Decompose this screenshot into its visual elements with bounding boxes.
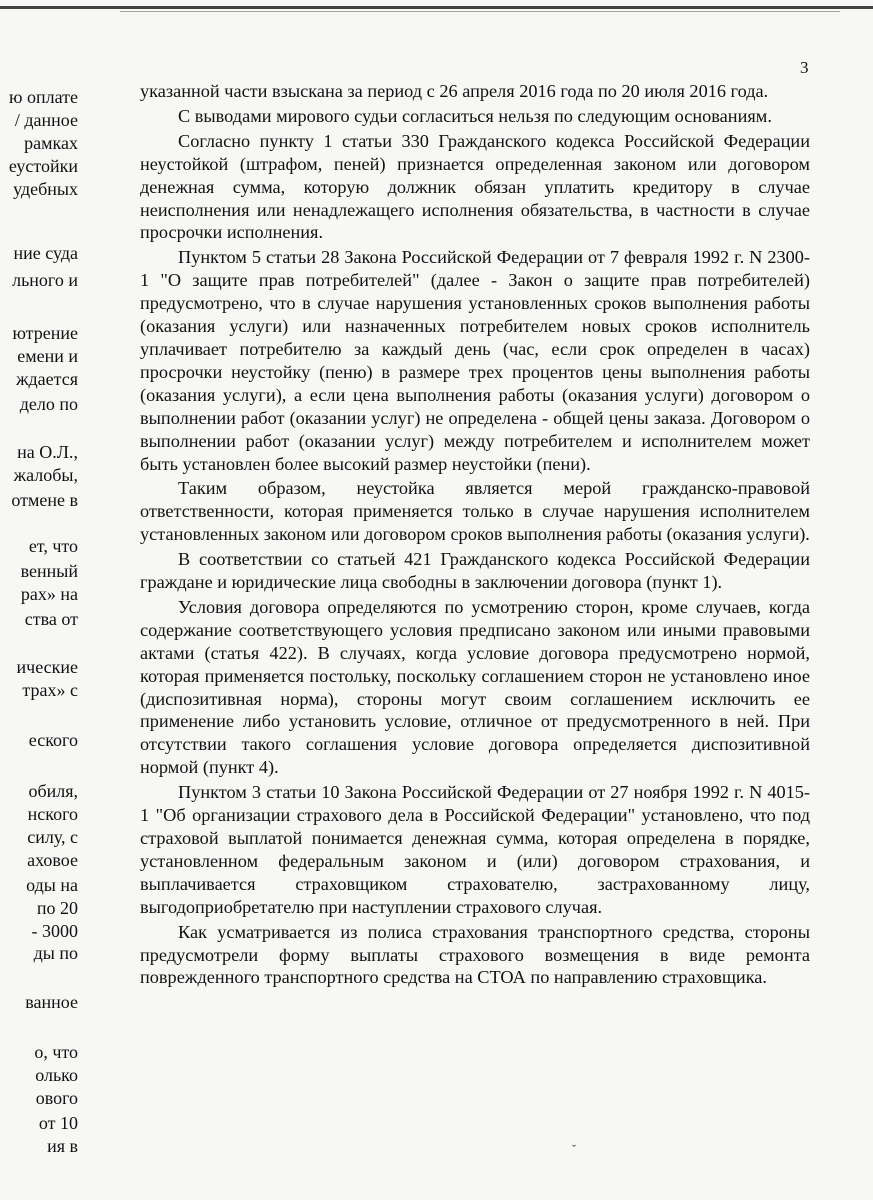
- margin-fragment: по 20: [36, 897, 78, 918]
- margin-fragment: олько: [35, 1064, 78, 1085]
- margin-fragment: ю оплате: [9, 87, 78, 107]
- margin-fragment: ические: [16, 657, 78, 678]
- previous-page-margin: [0, 86, 80, 1166]
- margin-fragment: ние суда: [13, 242, 78, 263]
- margin-fragment: ет, что: [28, 535, 78, 556]
- margin-fragment: от 10: [38, 1112, 78, 1133]
- margin-fragment: рах» на: [20, 583, 78, 604]
- margin-fragment: еского: [28, 730, 78, 751]
- margin-fragment: ового: [35, 1087, 78, 1108]
- document-body: [140, 80, 810, 989]
- margin-fragment: ждается: [16, 368, 78, 389]
- paragraph: Как усматривается из полиса страхования транспортного средства, стороны предусмотрели форму выплаты страхового возмещения в виде ремонта поврежденного транспортного средства на СТОА по направлению страховщика.: [140, 921, 810, 988]
- margin-fragment: / данное: [14, 109, 78, 130]
- paragraph: Пунктом 3 статьи 10 Закона Российской Федерации от 27 ноября 1992 г. N 4015-1 "Об организации страхового дела в Российской Федерации" установлено, что под страховой выплатой понимается денежная сумма, которая определена в порядке, установленном федеральным законом и (или) договором страхования, и выплачивается страховщиком страхователю, застрахованному лицу, выгодоприобретателю при наступлении страхового случая.: [140, 782, 810, 917]
- paragraph: Пунктом 5 статьи 28 Закона Российской Федерации от 7 февраля 1992 г. N 2300-1 "О защите прав потребителей" (далее - Закон о защите прав потребителей) предусмотрено, что в случае нарушения установленных сроков выполнения работы (оказания услуги) или назначенных потребителем новых сроков исполнитель уплачивает потребителю за каждый день (час, если срок определен в часах) просрочки неустойку (пеню) в размере трех процентов цены выполнения работы (оказания услуги), а если цена выполнения работы (оказания услуги) договором о выполнении работ (оказании услуг) не определена - общей цены заказа. Договором о выполнении работ (оказании услуг) между потребителем и исполнителем может быть установлен более высокий размер неустойки (пени).: [140, 247, 810, 474]
- margin-fragment: льного и: [12, 270, 78, 291]
- margin-fragment: дело по: [19, 393, 78, 414]
- margin-fragment: нского: [27, 803, 78, 824]
- margin-fragment: трах» с: [22, 680, 78, 701]
- paragraph: указанной части взыскана за период с 26 апреля 2016 года по 20 июля 2016 года.: [140, 81, 769, 101]
- margin-fragment: аховое: [27, 849, 78, 870]
- paragraph: В соответствии со статьей 421 Гражданского кодекса Российской Федерации граждане и юридические лица свободны в заключении договора (пункт 1).: [140, 549, 810, 593]
- margin-fragment: ды по: [33, 943, 78, 964]
- margin-fragment: ства от: [24, 609, 78, 630]
- paragraph: Таким образом, неустойка является мерой гражданско-правовой ответственности, которая применяется только в случае нарушения исполнителем установленных законом или договором сроков выполнения работы (оказания услуги).: [140, 478, 810, 545]
- margin-fragment: рамках: [24, 132, 78, 153]
- margin-fragment: ютрение: [12, 322, 78, 343]
- page-number: 3: [800, 58, 809, 77]
- margin-fragment: емени и: [17, 345, 78, 366]
- margin-fragment: еустойки: [8, 155, 78, 176]
- scan-border-line-faint: [120, 11, 840, 12]
- paragraph: Условия договора определяются по усмотрению сторон, кроме случаев, когда содержание соответствующего условия предписано законом или иными правовыми актами (статья 422). В случаях, когда условие договора предусмотрено нормой, которая применяется постольку, поскольку соглашением сторон не установлено иное (диспозитивная норма), стороны могут своим соглашением исключить ее применение либо установить условие, отличное от предусмотренного в ней. При отсутствии такого соглашения условие договора определяется диспозитивной нормой (пункт 4).: [140, 596, 810, 778]
- margin-fragment: жалобы,: [13, 464, 78, 485]
- paragraph: Согласно пункту 1 статьи 330 Гражданского кодекса Российской Федерации неустойкой (штрафом, пеней) признается определенная законом или договором денежная сумма, которую должник обязан уплатить кредитору в случае неисполнения или ненадлежащего исполнения обязательства, в частности в случае просрочки исполнения.: [140, 130, 810, 243]
- margin-fragment: ванное: [25, 991, 78, 1012]
- margin-fragment: отмене в: [11, 490, 78, 511]
- margin-fragment: о, что: [34, 1041, 78, 1062]
- paragraph: С выводами мирового судьи согласиться нельзя по следующим основаниям.: [178, 105, 772, 126]
- scan-speck: ˇ: [572, 1142, 576, 1156]
- margin-fragment: оды на: [26, 874, 78, 895]
- margin-fragment: обиля,: [28, 780, 78, 801]
- margin-fragment: - 3000: [31, 920, 78, 941]
- margin-fragment: ия в: [47, 1135, 78, 1156]
- margin-fragment: на О.Л.,: [17, 441, 78, 462]
- margin-fragment: удебных: [13, 178, 78, 199]
- margin-fragment: силу, с: [27, 826, 78, 847]
- scan-border-line: [0, 6, 873, 9]
- margin-fragment: венный: [20, 561, 78, 582]
